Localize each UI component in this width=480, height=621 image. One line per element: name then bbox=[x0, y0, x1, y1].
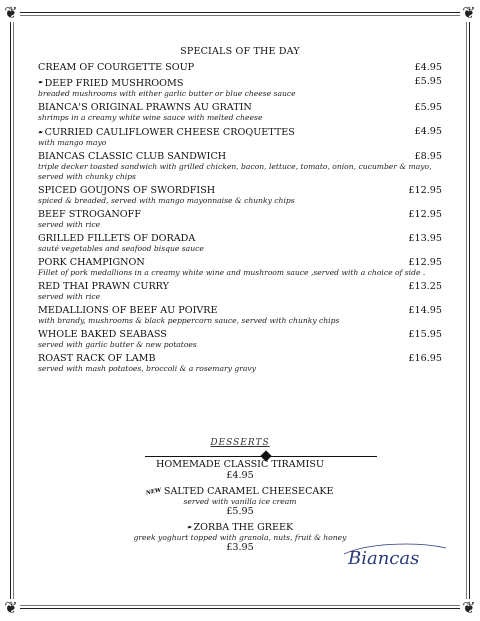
menu-item-description: spiced & breaded, served with mango mayonnaise & chunky chips bbox=[38, 196, 295, 205]
menu-item-name bbox=[38, 233, 195, 244]
menu-item-name bbox=[38, 305, 218, 316]
item-name-text: GRILLED FILLETS OF DORADA bbox=[38, 233, 196, 244]
flourish-corner-icon: ❦ bbox=[2, 599, 20, 617]
menu-item-price: £4.95 bbox=[414, 125, 442, 137]
flourish-corner-icon: ❦ bbox=[460, 599, 478, 617]
dessert-name-text: ZORBA THE GREEK bbox=[193, 522, 294, 533]
item-name-text: BIANCA'S ORIGINAL PRAWNS AU GRATIN bbox=[38, 101, 252, 113]
menu-item-description: Fillet of pork medallions in a creamy white wine and mushroom sauce ,served with a choice of side . bbox=[38, 268, 426, 277]
item-name-text: SPICED GOUJONS OF SWORDFISH bbox=[38, 185, 216, 196]
menu-heading: SPECIALS OF THE DAY bbox=[180, 46, 300, 57]
dessert-price: £4.95 bbox=[226, 470, 254, 481]
dessert-item bbox=[0, 459, 480, 481]
menu-item bbox=[38, 76, 442, 99]
dessert-name bbox=[0, 486, 480, 497]
menu-item-description: served with mash potatoes, broccoli & a rosemary gravy bbox=[38, 364, 256, 373]
menu-item-price: £8.95 bbox=[414, 151, 442, 162]
logo-text: Biancas bbox=[348, 548, 420, 569]
dessert-price: £3.95 bbox=[226, 542, 254, 553]
menu-item-price: £16.95 bbox=[408, 353, 442, 364]
menu-item bbox=[38, 185, 442, 206]
menu-item-price: £15.95 bbox=[408, 329, 442, 340]
biancas-logo bbox=[340, 540, 450, 570]
menu-item bbox=[38, 62, 442, 73]
menu-item bbox=[38, 257, 442, 278]
new-badge: NEW bbox=[146, 486, 163, 497]
menu-item-price: £5.95 bbox=[414, 101, 442, 113]
item-name-text: DEEP FRIED MUSHROOMS bbox=[44, 77, 184, 89]
item-name-text: CURRIED CAULIFLOWER CHEESE CROQUETTES bbox=[44, 127, 295, 138]
menu-item-name bbox=[38, 78, 183, 89]
vegetarian-icon: ❧ bbox=[37, 129, 44, 136]
vegetarian-icon: ❧ bbox=[186, 524, 193, 531]
menu-item-name bbox=[38, 185, 215, 196]
menu-item-price: £12.95 bbox=[408, 185, 442, 196]
desserts-title: DESSERTS bbox=[210, 438, 270, 448]
item-name-text: CREAM OF COURGETTE SOUP bbox=[38, 62, 195, 73]
menu-item bbox=[38, 209, 442, 230]
menu-item-description: breaded mushrooms with either garlic butter or blue cheese sauce bbox=[38, 88, 296, 98]
menu-item bbox=[38, 126, 442, 149]
menu-item-name bbox=[38, 209, 141, 220]
dessert-name-text: HOMEMADE CLASSIC TIRAMISU bbox=[156, 459, 324, 470]
menu-item-price: £13.95 bbox=[408, 233, 442, 244]
dessert-name bbox=[0, 522, 480, 533]
menu-item bbox=[38, 305, 442, 326]
menu-item-name bbox=[38, 257, 145, 268]
menu-item-price: £12.95 bbox=[408, 209, 442, 220]
dessert-description: greek yoghurt topped with granola, nuts, fruit & honey bbox=[133, 533, 347, 542]
menu-item-price: £13.25 bbox=[408, 281, 442, 292]
menu-item-price: £12.95 bbox=[408, 257, 442, 268]
menu-item-description: with brandy, mushrooms & black peppercorn sauce, served with chunky chips bbox=[38, 316, 340, 325]
menu-item-name bbox=[38, 353, 156, 364]
menu-item-description: with mango mayo bbox=[38, 138, 107, 147]
item-name-text: RED THAI PRAWN CURRY bbox=[38, 281, 169, 292]
menu-item-name bbox=[38, 102, 252, 113]
specials-list bbox=[38, 62, 442, 377]
menu-item bbox=[38, 233, 442, 254]
menu-item bbox=[38, 353, 442, 374]
vegetarian-icon: ❧ bbox=[37, 79, 44, 87]
menu-item-description: served with garlic butter & new potatoes bbox=[38, 340, 197, 349]
flourish-corner-icon: ❦ bbox=[460, 4, 478, 22]
menu-item bbox=[38, 102, 442, 123]
dessert-description: served with vanilla ice cream bbox=[183, 497, 297, 506]
dessert-price: £5.95 bbox=[226, 506, 254, 517]
menu-item bbox=[38, 281, 442, 302]
menu-item-description: served with rice bbox=[38, 292, 101, 301]
item-name-text: WHOLE BAKED SEABASS bbox=[38, 329, 167, 340]
menu-item-description: triple decker toasted sandwich with grilled chicken, bacon, lettuce, tomato, onion, cucumber & mayo, served with chunky chips bbox=[38, 162, 432, 181]
item-name-text: ROAST RACK OF LAMB bbox=[38, 353, 156, 364]
menu-item-price: £14.95 bbox=[408, 305, 442, 316]
dessert-name bbox=[0, 459, 480, 470]
item-name-text: BEEF STROGANOFF bbox=[38, 209, 141, 220]
dessert-item bbox=[0, 486, 480, 517]
menu-item bbox=[38, 329, 442, 350]
menu-item-name bbox=[38, 127, 295, 138]
menu-item-description: sauté vegetables and seafood bisque sauce bbox=[38, 244, 204, 253]
menu-item-price: £5.95 bbox=[414, 76, 442, 87]
item-name-text: MEDALLIONS OF BEEF AU POIVRE bbox=[38, 305, 218, 316]
menu-item-name bbox=[38, 329, 167, 340]
flourish-corner-icon: ❦ bbox=[2, 4, 20, 22]
menu-item-description: shrimps in a creamy white wine sauce with melted cheese bbox=[38, 112, 263, 122]
menu-item-description: served with rice bbox=[38, 220, 101, 229]
menu-item-name bbox=[38, 281, 169, 292]
menu-item bbox=[38, 151, 442, 182]
dessert-name-text: SALTED CARAMEL CHEESECAKE bbox=[163, 486, 334, 497]
item-name-text: PORK CHAMPIGNON bbox=[38, 257, 145, 268]
menu-item-price: £4.95 bbox=[414, 62, 442, 73]
menu-item-name bbox=[38, 62, 194, 73]
menu-item-name bbox=[38, 151, 226, 162]
item-name-text: BIANCAS CLASSIC CLUB SANDWICH bbox=[38, 151, 227, 162]
